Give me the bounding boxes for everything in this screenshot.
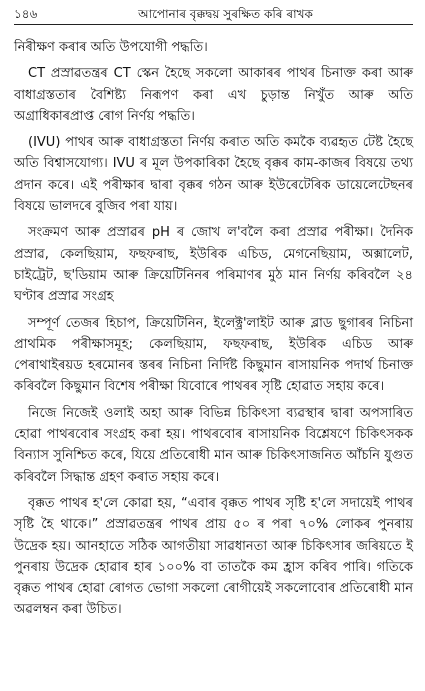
running-title: আপোনাৰ বৃক্কদ্বয় সুৰক্ষিত কৰি ৰাখক (138, 7, 313, 21)
paragraph-blood-test: সম্পূৰ্ণ তেজৰ হিচাপ, ক্ৰিয়েটিনিন, ইলেক্ট্ৰ'লাইট আৰু ব্লাড ছুগাৰৰ নিচিনা প্ৰাথমিক পৰীক্ষাসমূহ; কেলছিয়াম, ফছফৰাছ, ইউৰিক এচিড আৰু পেৰাথাইৰয়ড হৰমোনৰ স্তৰৰ নিচিনা নিৰ্দিষ্ট কিছুমান ৰাসায়নিক পদাৰ্থ চিনাক্ত কৰিবলৈ কিছুমান বিশেষ পৰীক্ষা যিবোৰে পাথৰৰ সৃষ্টি হোৱাত সহায় কৰে। (14, 315, 413, 395)
paragraph-urine-test: সংক্ৰমণ আৰু প্ৰস্ৰাৱৰ pH ৰ জোখ ল'বলৈ কৰা প্ৰস্ৰাৱ পৰীক্ষা। দৈনিক প্ৰস্ৰাৱ, কেলছিয়াম, ফছফৰাছ, ইউৰিক এচিড, মেগনেছিয়াম, অক্সালেট, চাইট্ৰেট, ছ'ডিয়াম আৰু ক্ৰিয়েটিনিনৰ পৰিমাণৰ মুঠ মান নিৰ্ণয় কৰিবলৈ ২৪ ঘণ্টাৰ প্ৰস্ৰাৱ সংগ্ৰহ (14, 225, 413, 305)
paragraph-ct-scan: CT প্ৰস্ৰাৱতন্ত্ৰৰ CT স্কেন হৈছে সকলো আকাৰৰ পাথৰ চিনাক্ত কৰা আৰু বাধাগ্ৰস্ততাৰ বৈশিষ্ট্য নিৰূপণ কৰা এখ চুড়ান্ত নিখুঁত আৰু অতি অগ্ৰাধিকাৰপ্ৰাপ্ত ৰোগ নিৰ্ণয় পদ্ধতি। (14, 66, 413, 124)
page-header (14, 6, 413, 25)
paragraph-recurrence: বৃক্কত পাথৰ হ'লে কোৱা হয়, “এবাৰ বৃক্কত পাথৰ সৃষ্টি হ'লে সদায়েই পাথৰ সৃষ্টি হৈ থাকে।” প্ৰস্ৰাৱতন্ত্ৰৰ পাথৰ প্ৰায় ৫০ ৰ পৰা ৭০% লোকৰ পুনৰায় উদ্ৰেক হয়। আনহাতে সঠিক আগতীয়া সাৱধানতা আৰু চিকিৎসাৰ জৰিয়তে ই পুনৰায় উদ্ৰেক হোৱাৰ হাৰ ১০০% বা তাতকৈ কম হ্ৰাস কৰিব পাৰি। গতিকে বৃক্কত পাথৰ হোৱা ৰোগত ভোগা সকলো ৰোগীয়েই সকলোবোৰ প্ৰতিৰোধী মান অৱলম্বন কৰা উচিত। (14, 495, 413, 618)
page-number: ১৪৬ (14, 7, 38, 21)
paragraph-continued: নিৰীক্ষণ কৰাৰ অতি উপযোগী পদ্ধতি। (14, 40, 208, 55)
page-body (14, 37, 413, 621)
paragraph-ivu: (IVU) পাথৰ আৰু বাধাগ্ৰস্ততা নিৰ্ণয় কৰাত অতি কমকৈ ব্যৱহৃত টেষ্ট হৈছে অতি বিশ্বাসযোগ্য। IVU ৰ মূল উপকাৰিকা হৈছে বৃক্কৰ কাম-কাজৰ বিষয়ে তথ্য প্ৰদান কৰে। এই পৰীক্ষাৰ দ্বাৰা বৃক্কৰ গঠন আৰু ইউৰেটেৰিক ডায়েলেটেছনৰ বিষয়ে ভালদৰে বুজিব পৰা যায়। (14, 135, 413, 215)
paragraph-stone-analysis: নিজে নিজেই ওলাই অহা আৰু বিভিন্ন চিকিৎসা ব্যৱস্থাৰ দ্বাৰা অপসাৰিত হোৱা পাথৰবোৰ সংগ্ৰহ কৰা হয়। পাথৰবোৰ ৰাসায়নিক বিশ্লেষণে চিকিৎসকক বিন্যাস সুনিশ্চিত কৰে, যিয়ে প্ৰতিৰোধী মান আৰু চিকিৎসাজনিত আঁচনি যুগুত কৰিবলৈ সিদ্ধান্ত গ্ৰহণ কৰাত সহায় কৰে। (14, 405, 413, 485)
